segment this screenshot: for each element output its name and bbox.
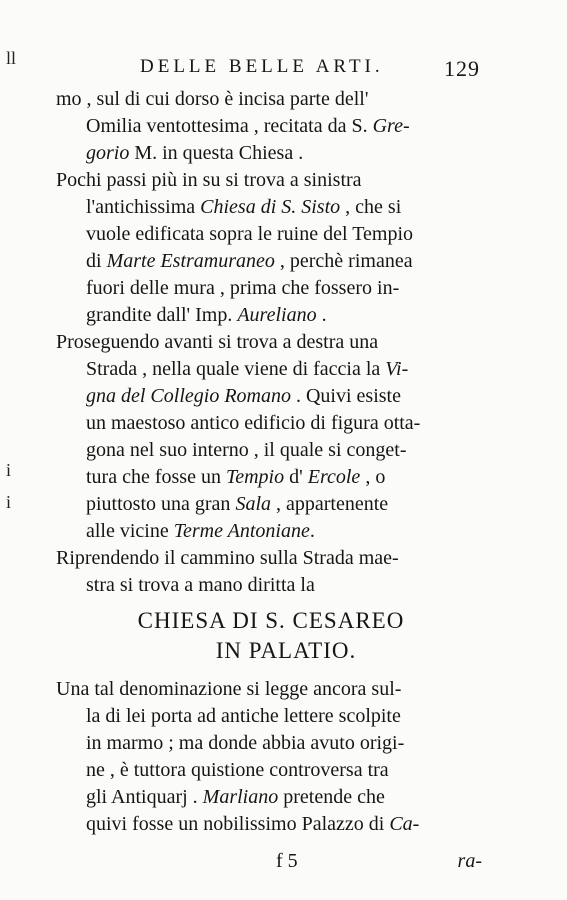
text-run: piuttosto una gran — [86, 493, 236, 515]
gutter-mark: i — [6, 460, 12, 480]
running-head — [140, 56, 480, 86]
catchword: ra- — [457, 850, 482, 872]
text-line — [56, 329, 486, 356]
text-run: Riprendendo il cammino sulla Strada mae- — [56, 547, 399, 569]
body-text-top — [56, 86, 486, 599]
text-line — [56, 113, 486, 140]
italic-text: Marte Estramuraneo — [106, 250, 275, 272]
text-line — [56, 545, 486, 572]
text-run: ne , è tuttora quistione controversa tra — [86, 759, 389, 781]
gutter-mark: i — [6, 492, 12, 512]
text-run: quivi fosse un nobilissimo Palazzo di — [86, 813, 390, 835]
text-line — [56, 383, 486, 410]
italic-text: gna del Collegio Romano — [86, 385, 291, 407]
text-line — [56, 302, 486, 329]
section-heading — [56, 606, 486, 666]
text-run: M. in questa Chiesa . — [129, 142, 304, 164]
text-run: grandite dall' Imp. — [86, 304, 238, 326]
text-run: un maestoso antico edificio di figura otta- — [86, 412, 421, 434]
text-line — [56, 464, 486, 491]
italic-text: gorio — [86, 142, 130, 164]
text-run: fuori delle mura , prima che fossero in- — [86, 277, 400, 299]
text-run: gli Antiquarj . — [86, 786, 203, 808]
text-line — [56, 811, 486, 838]
text-line — [56, 784, 486, 811]
text-run: tura che fosse un — [86, 466, 226, 488]
text-line — [56, 518, 486, 545]
italic-text: Gre- — [372, 115, 410, 137]
heading-line-1: CHIESA DI S. CESAREO — [137, 608, 405, 633]
italic-text: Terme Antoniane — [173, 520, 310, 542]
text-run: , perchè rimanea — [274, 250, 413, 272]
text-line — [56, 730, 486, 757]
text-run: la di lei porta ad antiche lettere scolpite — [86, 705, 401, 727]
signature-mark: f 5 — [276, 850, 298, 872]
text-run: . Quivi esiste — [290, 385, 401, 407]
text-run: stra si trova a mano diritta la — [86, 574, 315, 596]
italic-text: Marliano — [202, 786, 279, 808]
text-line — [56, 221, 486, 248]
text-run: di — [86, 250, 107, 272]
text-run: , appartenente — [271, 493, 389, 515]
gutter-mark: ll — [6, 48, 17, 68]
body-text-bottom — [56, 676, 486, 838]
text-line — [56, 572, 486, 599]
text-line — [56, 703, 486, 730]
text-run: vuole edificata sopra le ruine del Tempio — [86, 223, 414, 245]
italic-text: Chiesa di S. Sisto — [200, 196, 341, 218]
text-line — [56, 410, 486, 437]
text-line — [56, 757, 486, 784]
page-number: 129 — [444, 56, 480, 81]
heading-line-2: IN PALATIO. — [215, 638, 357, 663]
italic-text: Ca- — [389, 813, 420, 835]
text-line — [56, 275, 486, 302]
text-run: . — [316, 304, 327, 326]
text-line — [56, 248, 486, 275]
text-run: mo , sul di cui dorso è incisa parte dell' — [56, 88, 369, 110]
text-line — [56, 437, 486, 464]
text-line — [56, 194, 486, 221]
italic-text: Ercole — [307, 466, 361, 488]
italic-text: Tempio — [225, 466, 285, 488]
text-run: in marmo ; ma donde abbia avuto origi- — [86, 732, 405, 754]
page-footer — [56, 850, 486, 880]
text-run: Proseguendo avanti si trova a destra una — [56, 331, 379, 353]
text-run: gona nel suo interno , il quale si conget- — [86, 439, 407, 461]
text-run: l'antichissima — [86, 196, 201, 218]
text-line — [56, 167, 486, 194]
text-line — [56, 86, 486, 113]
italic-text: Vi- — [385, 358, 409, 380]
text-run: Pochi passi più in su si trova a sinistra — [56, 169, 362, 191]
text-run: d' — [284, 466, 308, 488]
text-run: . — [309, 520, 315, 542]
text-line — [56, 676, 486, 703]
italic-text: Aureliano — [237, 304, 317, 326]
text-run: , o — [360, 466, 386, 488]
text-run: Strada , nella quale viene di faccia la — [86, 358, 386, 380]
running-head-title: DELLE BELLE ARTI. — [140, 56, 384, 77]
text-line — [56, 140, 486, 167]
text-run: pretende che — [278, 786, 385, 808]
italic-text: Sala — [235, 493, 271, 515]
text-run: , che si — [340, 196, 402, 218]
text-run: Omilia ventottesima , recitata da S. — [86, 115, 373, 137]
text-run: alle vicine — [86, 520, 174, 542]
text-line — [56, 491, 486, 518]
text-line — [56, 356, 486, 383]
text-run: Una tal denominazione si legge ancora sul- — [56, 678, 402, 700]
